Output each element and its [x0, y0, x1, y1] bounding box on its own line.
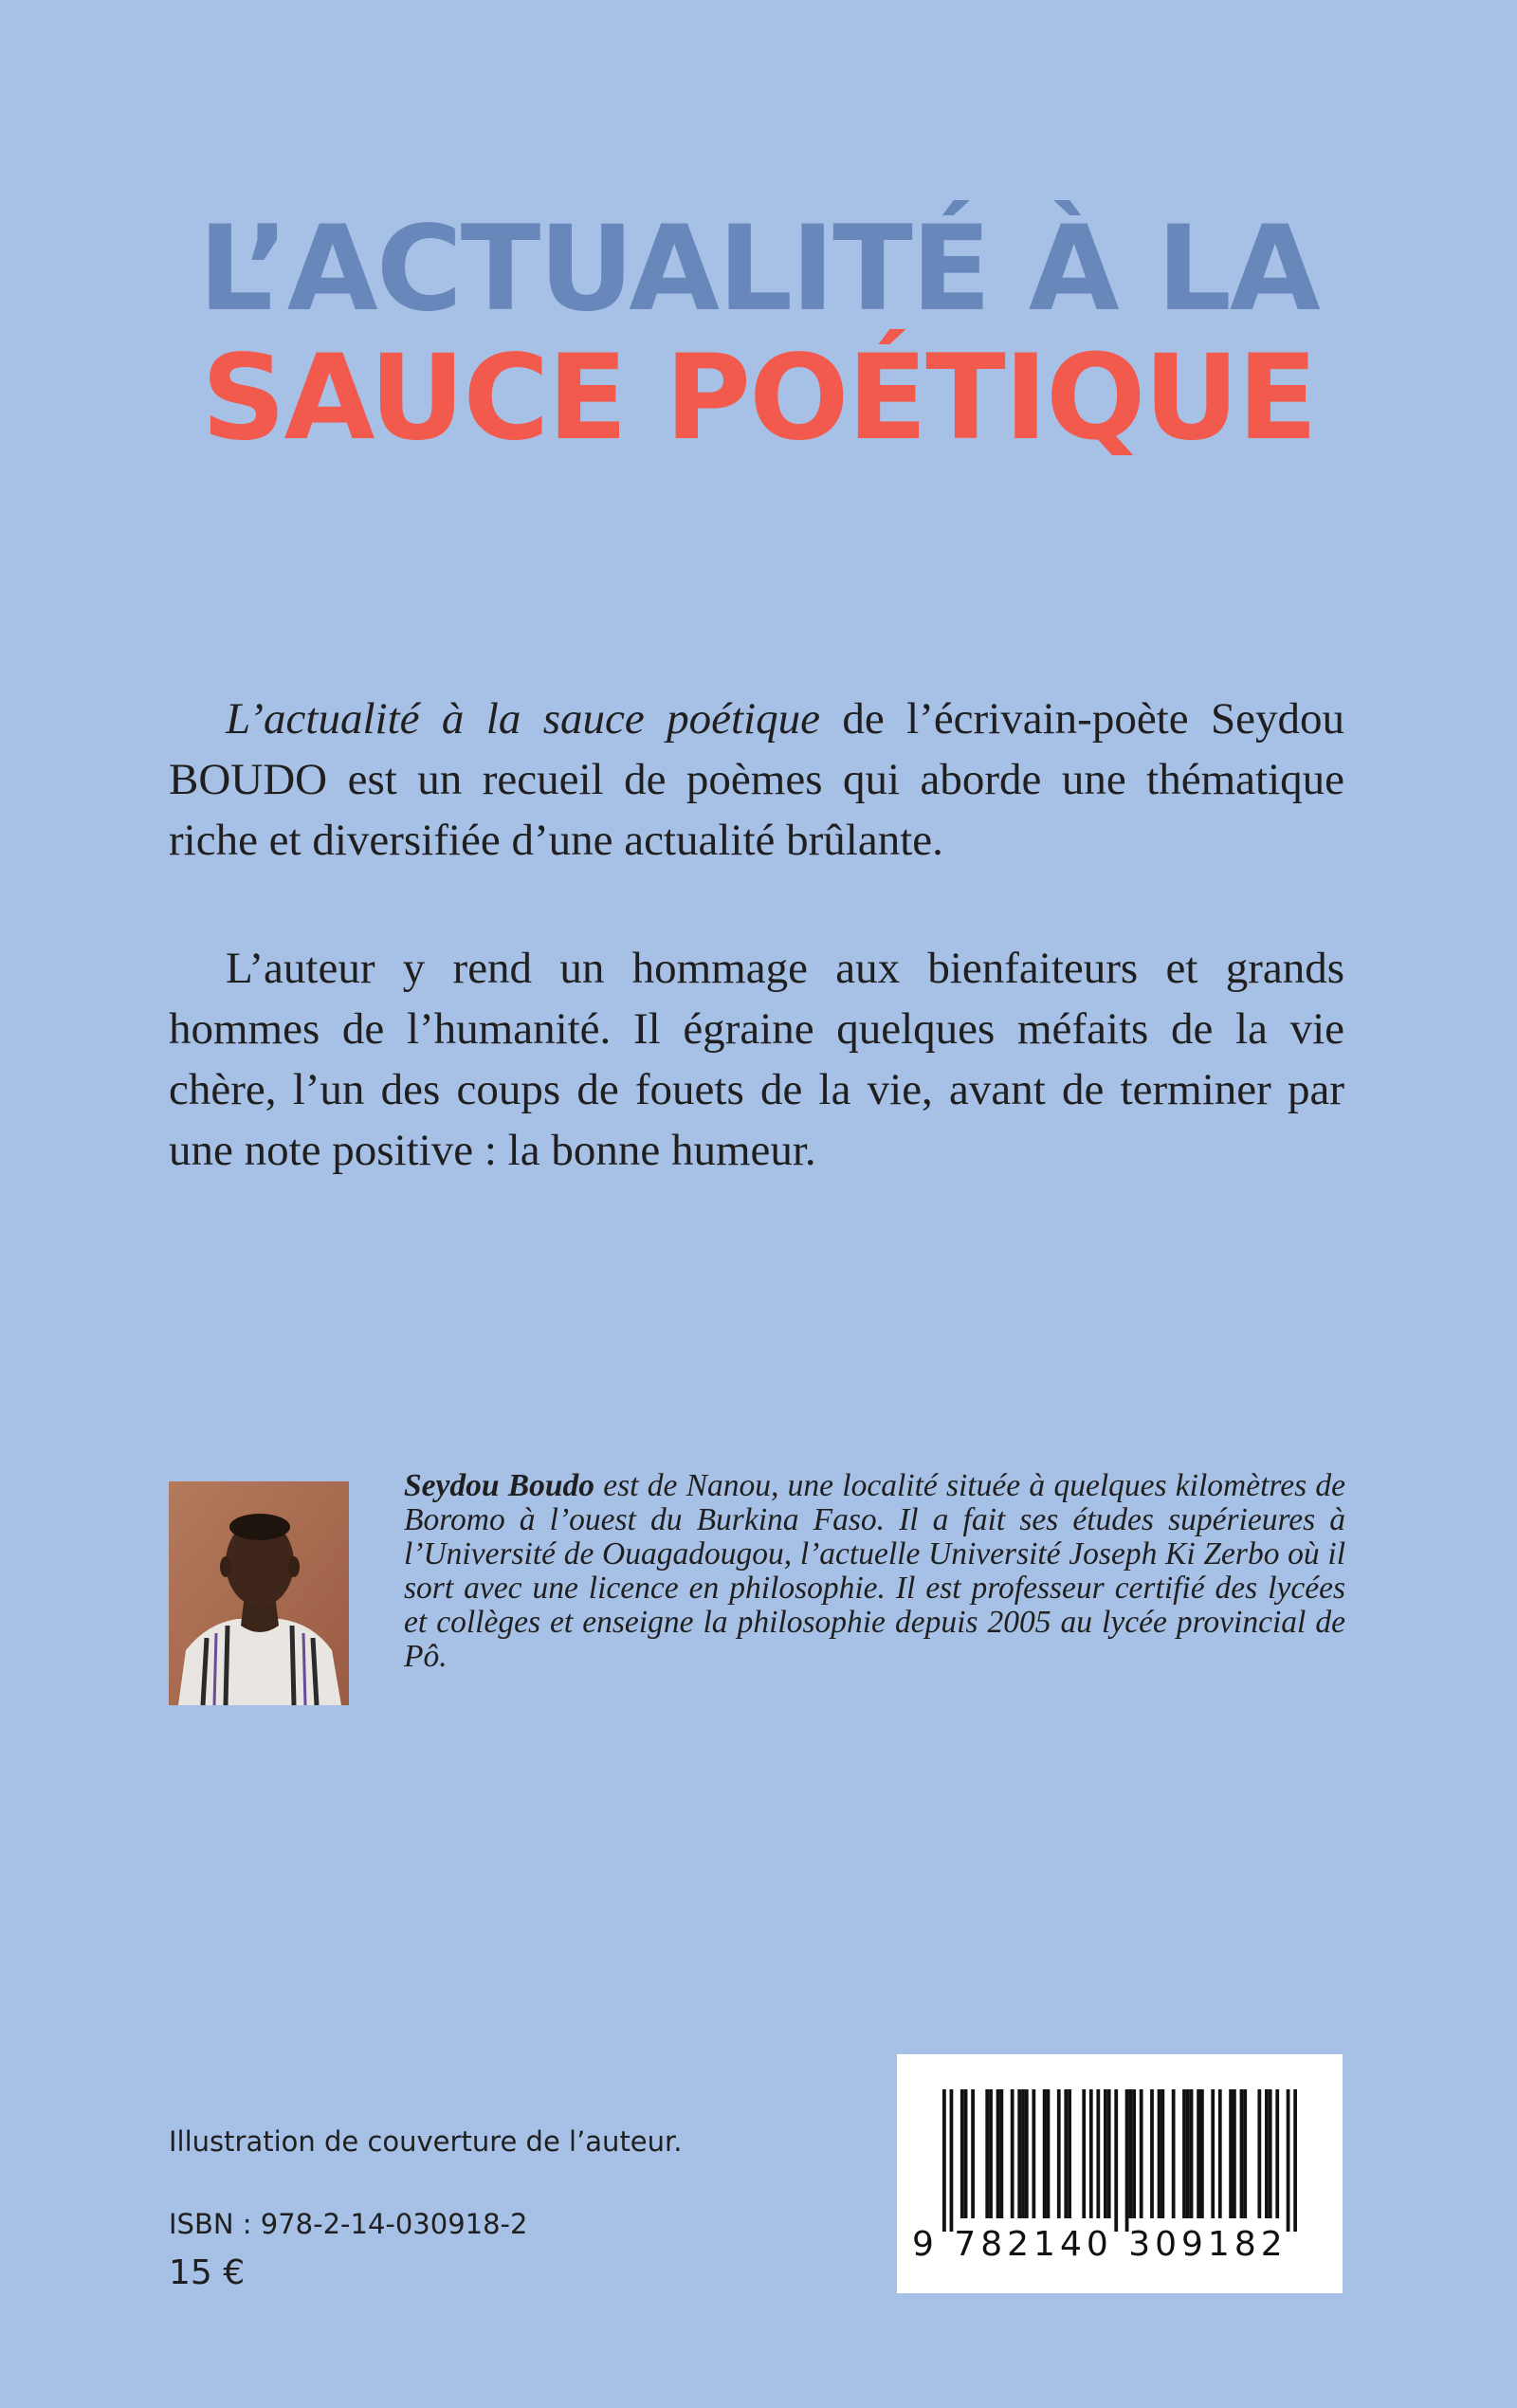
- title-line-2: SAUCE POÉTIQUE: [201, 330, 1316, 467]
- summary-text-2: L’auteur y rend un hommage aux bienfaiteurs et grands hommes de l’humanité. Il égraine quelques méfaits de la vie chère, l’un des coups de fouets de la vie, avant de terminer par une note positive : la bonne humeur.: [169, 944, 1344, 1175]
- title-line-1: L’ACTUALITÉ À LA: [198, 201, 1319, 338]
- author-bio-text: est de Nanou, une localité située à quelques kilomètres de Boromo à l’ouest du Burkina Faso. Il a fait ses études supérieures à l’Université de Ouagadougou, l’actuelle Université Joseph Ki Zerbo où il sort avec une licence en philosophie. Il est professeur certifié des lycées et collèges et enseigne la philosophie depuis 2005 au lycée provincial de Pô.: [404, 1468, 1345, 1674]
- summary-paragraph-2: [169, 938, 1344, 1181]
- barcode-icon: [942, 2089, 1297, 2232]
- author-name: Seydou Boudo: [404, 1468, 594, 1503]
- barcode: [897, 2054, 1343, 2293]
- summary-text-1: de l’écrivain-poète Seydou BOUDO est un recueil de poèmes qui aborde une thématique riche et diversifiée d’une actualité brûlante.: [169, 694, 1344, 865]
- illustration-credit: Illustration de couverture de l’auteur.: [169, 2125, 683, 2158]
- barcode-number: 9 782140 309182: [912, 2225, 1288, 2264]
- price: 15 €: [169, 2253, 246, 2292]
- author-photo: [169, 1481, 349, 1705]
- author-bio: [404, 1469, 1345, 1674]
- isbn: ISBN : 978-2-14-030918-2: [169, 2208, 528, 2240]
- summary-paragraph-1: [169, 689, 1344, 871]
- summary-book-title: L’actualité à la sauce poétique: [226, 694, 820, 744]
